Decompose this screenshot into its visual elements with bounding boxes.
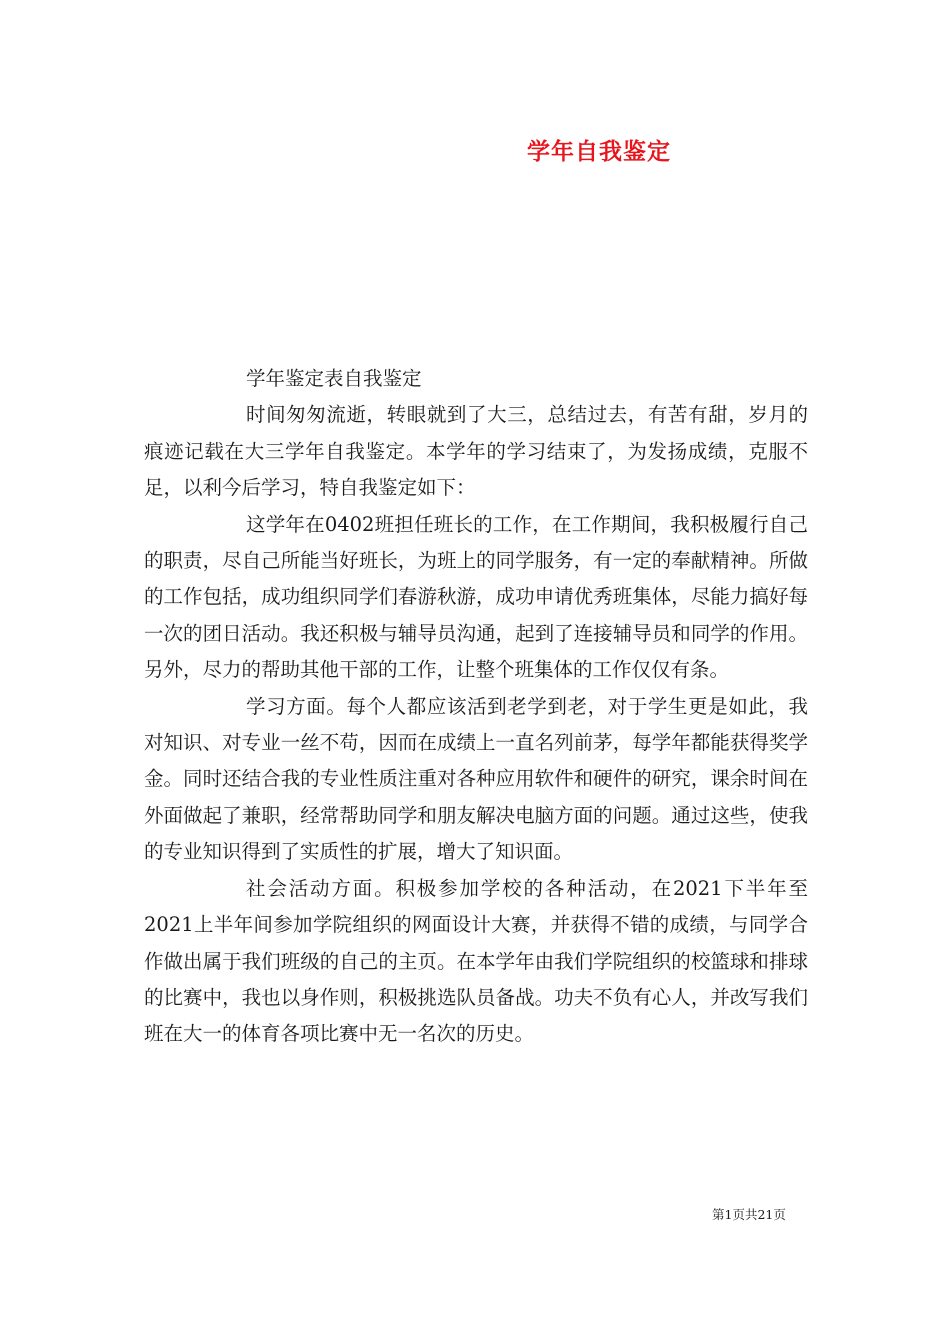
paragraph-social-activities: 社会活动方面。积极参加学校的各种活动，在2021下半年至2021上半年间参加学院组织的网面设计大赛，并获得不错的成绩，与同学合作做出属于我们班级的自己的主页。在本学年由我们学院组织的校篮球和排球的比赛中，我也以身作则，积极挑选队员备战。功夫不负有心人，并改写我们班在大一的体育各项比赛中无一名次的历史。 xyxy=(144,876,808,1046)
paragraph-heading: 学年鉴定表自我鉴定 xyxy=(246,367,422,390)
paragraph-study: 学习方面。每个人都应该活到老学到老，对于学生更是如此，我对知识、对专业一丝不苟，因而在成绩上一直名列前茅，每学年都能获得奖学金。同时还结合我的专业性质注重对各种应用软件和硬件的研究，课余时间在外面做起了兼职，经常帮助同学和朋友解决电脑方面的问题。通过这些，使我的专业知识得到了实质性的扩展，增大了知识面。 xyxy=(144,694,808,864)
paragraph-intro: 时间匆匆流逝，转眼就到了大三，总结过去，有苦有甜，岁月的痕迹记载在大三学年自我鉴定。本学年的学习结束了，为发扬成绩，克服不足，以利今后学习，特自我鉴定如下： xyxy=(144,403,808,500)
document-title: 学年自我鉴定 xyxy=(527,139,671,165)
page-number-footer: 第1页共21页 xyxy=(712,1207,786,1222)
document-body xyxy=(144,361,808,1053)
paragraph-class-monitor: 这学年在0402班担任班长的工作，在工作期间，我积极履行自己的职责，尽自己所能当好班长，为班上的同学服务，有一定的奉献精神。所做的工作包括，成功组织同学们春游秋游，成功申请优秀班集体，尽能力搞好每一次的团日活动。我还积极与辅导员沟通，起到了连接辅导员和同学的作用。另外，尽力的帮助其他干部的工作，让整个班集体的工作仅仅有条。 xyxy=(144,512,808,682)
